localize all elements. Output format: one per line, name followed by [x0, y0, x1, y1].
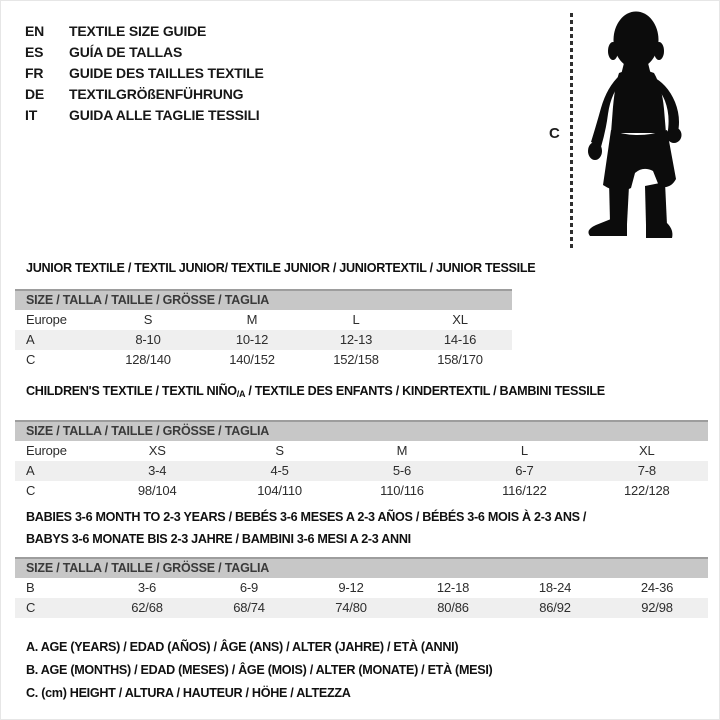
table-cell: 12-18 — [436, 580, 470, 595]
language-code: EN — [25, 23, 45, 39]
table-cell: 152/158 — [333, 352, 379, 367]
table-row — [15, 461, 708, 481]
table-cell: 86/92 — [539, 600, 571, 615]
language-title: TEXTILGRÖßENFÜHRUNG — [69, 86, 244, 102]
table-row — [15, 481, 708, 501]
row-label: C — [26, 600, 36, 615]
table-cell: 4-5 — [270, 463, 289, 478]
row-label: Europe — [26, 443, 67, 458]
table-cell: 104/110 — [257, 483, 302, 498]
table-row — [15, 310, 512, 330]
table-cell: 6-7 — [515, 463, 534, 478]
table-cell: 7-8 — [637, 463, 656, 478]
table-cell: 5-6 — [392, 463, 412, 478]
row-label: A — [26, 332, 35, 347]
table-cell: 24-36 — [640, 580, 674, 595]
table-cell: 122/128 — [624, 483, 670, 498]
table-row — [15, 441, 708, 461]
table-cell: 9-12 — [338, 580, 364, 595]
legend-note-a: A. AGE (YEARS) / EDAD (AÑOS) / ÂGE (ANS) / ALTER (JAHRE) / ETÀ (ANNI) — [26, 640, 459, 654]
children-title-text: / TEXTILE DES ENFANTS / KINDERTEXTIL / BAMBINI TESSILE — [245, 384, 605, 398]
language-code: ES — [25, 44, 44, 60]
table-row — [15, 330, 512, 350]
row-label: C — [26, 483, 36, 498]
junior-size-table — [15, 289, 512, 370]
table-row — [15, 598, 708, 618]
size-table-header: SIZE / TALLA / TAILLE / GRÖSSE / TAGLIA — [15, 420, 708, 441]
size-table-header: SIZE / TALLA / TAILLE / GRÖSSE / TAGLIA — [15, 289, 512, 310]
table-cell: 6-9 — [239, 580, 259, 595]
table-cell: 98/104 — [137, 483, 177, 498]
children-title-text: CHILDREN'S TEXTILE / TEXTIL NIÑO — [26, 384, 237, 398]
table-cell: XL — [639, 443, 655, 458]
table-cell: 128/140 — [125, 352, 171, 367]
table-row — [15, 350, 512, 370]
row-label: B — [26, 580, 35, 595]
children-title-subscript: /A — [236, 389, 246, 399]
toddler-silhouette-image — [579, 9, 701, 249]
height-measure-dotted-line — [570, 13, 573, 251]
language-code: DE — [25, 86, 45, 102]
table-cell: 116/122 — [502, 483, 547, 498]
junior-section-title: JUNIOR TEXTILE / TEXTIL JUNIOR/ TEXTILE JUNIOR / JUNIORTEXTIL / JUNIOR TESSILE — [26, 261, 536, 275]
legend-note-b: B. AGE (MONTHS) / EDAD (MESES) / ÂGE (MOIS) / ALTER (MONATE) / ETÀ (MESI) — [26, 663, 493, 677]
table-cell: 8-10 — [135, 332, 161, 347]
language-code: FR — [25, 65, 44, 81]
legend-notes — [26, 636, 492, 705]
table-cell: S — [275, 443, 284, 458]
table-row — [15, 578, 708, 598]
size-table-header: SIZE / TALLA / TAILLE / GRÖSSE / TAGLIA — [15, 557, 708, 578]
table-cell: L — [352, 312, 360, 327]
table-cell: XL — [452, 312, 468, 327]
table-cell: 12-13 — [339, 332, 373, 347]
language-title: GUIDA ALLE TAGLIE TESSILI — [69, 107, 260, 123]
table-cell: 3-4 — [148, 463, 167, 478]
table-cell: L — [520, 443, 528, 458]
table-cell: 14-16 — [443, 332, 477, 347]
table-cell: 80/86 — [437, 600, 469, 615]
babies-title-line2: BABYS 3-6 MONATE BIS 2-3 JAHRE / BAMBINI 3-6 MESI A 2-3 ANNI — [26, 532, 411, 546]
table-cell: M — [396, 443, 408, 458]
legend-note-c: C. (cm) HEIGHT / ALTURA / HAUTEUR / HÖHE / ALTEZZA — [26, 686, 351, 700]
height-measure-label: C — [549, 125, 560, 142]
row-label: A — [26, 463, 35, 478]
table-cell: 140/152 — [229, 352, 275, 367]
children-size-table — [15, 420, 708, 501]
language-code: IT — [25, 107, 38, 123]
table-cell: 18-24 — [538, 580, 572, 595]
table-cell: 10-12 — [235, 332, 269, 347]
babies-size-table — [15, 557, 708, 618]
table-cell: 92/98 — [641, 600, 673, 615]
table-cell: S — [143, 312, 153, 327]
table-cell: 110/116 — [380, 483, 424, 498]
table-cell: 74/80 — [335, 600, 367, 615]
table-cell: 68/74 — [233, 600, 265, 615]
row-label: Europe — [26, 312, 67, 327]
table-cell: 158/170 — [437, 352, 483, 367]
table-cell: 62/68 — [131, 600, 163, 615]
language-title: GUÍA DE TALLAS — [69, 44, 183, 60]
language-title-list — [25, 21, 264, 126]
babies-section-title — [26, 506, 586, 550]
language-title: TEXTILE SIZE GUIDE — [69, 23, 207, 39]
table-cell: XS — [148, 443, 166, 458]
children-section-title — [26, 384, 605, 399]
row-label: C — [26, 352, 36, 367]
language-title: GUIDE DES TAILLES TEXTILE — [69, 65, 264, 81]
babies-title-line1: BABIES 3-6 MONTH TO 2-3 YEARS / BEBÉS 3-6 MESES A 2-3 AÑOS / BÉBÉS 3-6 MOIS À 2-3 ANS / — [26, 510, 587, 524]
table-cell: 3-6 — [137, 580, 157, 595]
table-cell: M — [246, 312, 258, 327]
